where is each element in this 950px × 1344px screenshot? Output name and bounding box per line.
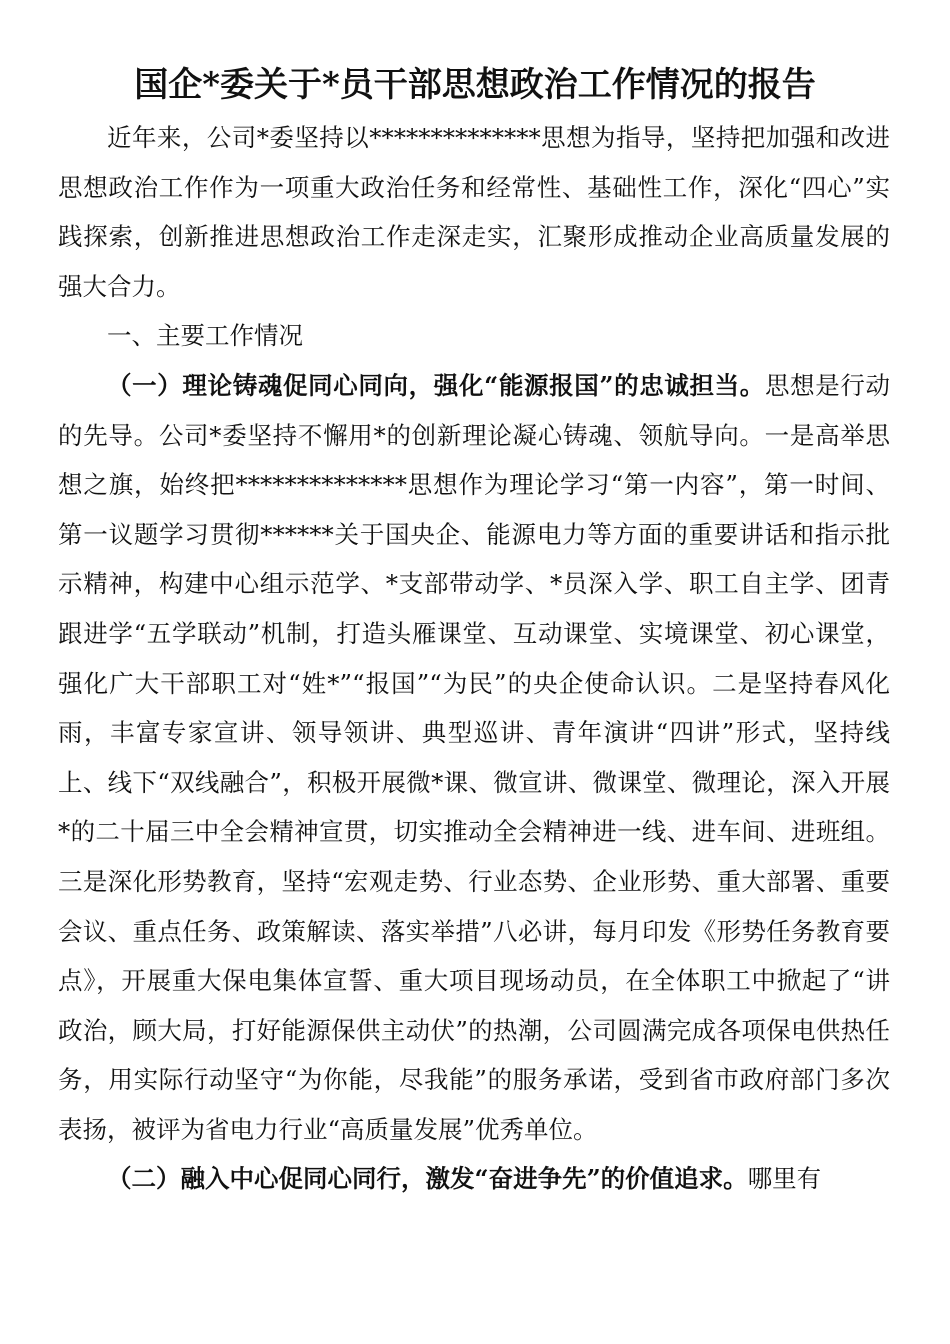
subsection-1-paragraph — [58, 361, 890, 1155]
section-heading: 一、主要工作情况 — [107, 321, 303, 351]
intro-paragraph: 近年来，公司*委坚持以**************思想为指导，坚持把加强和改进思想政治工作作为一项重大政治任务和经常性、基础性工作，深化“四心”实践探索，创新推进思想政治工作走深走实，汇聚形成推动企业高质量发展的强大合力。 — [58, 123, 890, 301]
subsection-1-heading: （一）理论铸魂促同心同向，强化“能源报国”的忠诚担当。 — [107, 370, 765, 400]
document-body — [58, 113, 890, 1204]
document-title: 国企*委关于*员干部思想政治工作情况的报告 — [134, 65, 816, 105]
subsection-2-heading: （二）融入中心促同心同行，激发“奋进争先”的价值追求。 — [107, 1164, 748, 1194]
subsection-2-text: 哪里有 — [747, 1164, 822, 1194]
subsection-1-text: 思想是行动的先导。公司*委坚持不懈用*的创新理论凝心铸魂、领航导向。一是高举思想之旗，始终把**************思想作为理论学习“第一内容”，第一时间、第一议题学习贯彻******关于国央企、能源电力等方面的重要讲话和指示批示精神，构建中心组示范学、*支部带动学、*员深入学、职工自主学、团青跟进学“五学联动”机制，打造头雁课堂、互动课堂、实境课堂、初心课堂，强化广大干部职工对“姓*”“报国”“为民”的央企使命认识。二是坚持春风化雨，丰富专家宣讲、领导领讲、典型巡讲、青年演讲“四讲”形式，坚持线上、线下“双线融合”，积极开展微*课、微宣讲、微课堂、微理论，深入开展*的二十届三中全会精神宣贯，切实推动全会精神进一线、进车间、进班组。三是深化形势教育，坚持“宏观走势、行业态势、企业形势、重大部署、重要会议、重点任务、政策解读、落实举措”八必讲，每月印发《形势任务教育要点》，开展重大保电集体宣誓、重大项目现场动员，在全体职工中掀起了“讲政治，顾大局，打好能源保供主动伏”的热潮，公司圆满完成各项保电供热任务，用实际行动坚守“为你能，尽我能”的服务承诺，受到省市政府部门多次表扬，被评为省电力行业“高质量发展”优秀单位。 — [58, 370, 891, 1144]
subsection-2-paragraph — [58, 1154, 890, 1204]
